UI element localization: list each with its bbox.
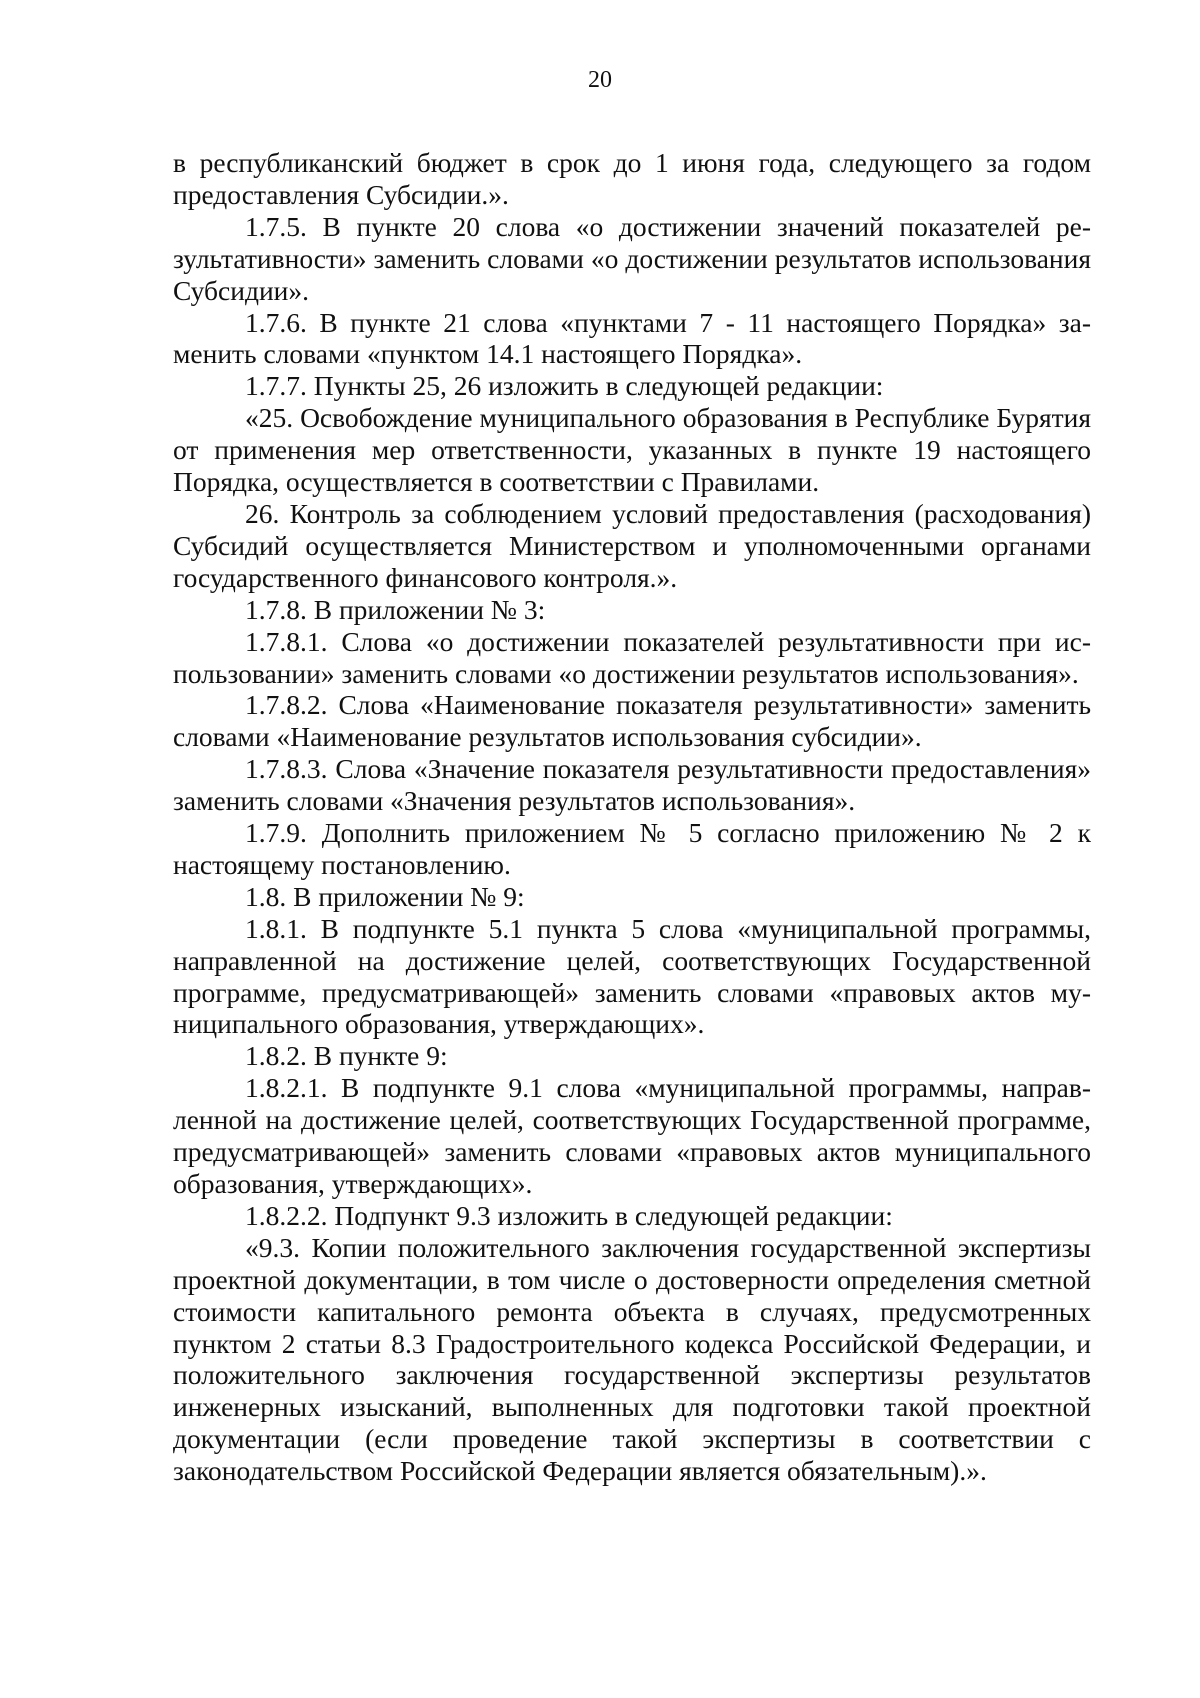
paragraph: 1.8. В приложении № 9: [245, 880, 525, 912]
page-number: 20 [588, 67, 612, 93]
paragraph: 1.7.8. В приложении № 3: [245, 593, 546, 625]
paragraph: «9.3. Копии положительного заключения государственной экспертизы проектной документации, в том числе о достоверности определения сметной стоимости капитального ремонта объекта в случаях, предусмотренных пунктом 2 статьи 8.3 Градостроительного кодекса Российской Федерации, и положительного заключения государственной экспертизы результатов инженерных изысканий, выполненных для подготовки такой проектной документации (если проведение такой экспертизы в соответствии с законодательством Российской Федерации является обязательным).». [173, 1231, 1091, 1487]
paragraph: 1.8.2.1. В подпункте 9.1 слова «муниципальной программы, направленной на достижение целей, соответствующих Государственной программе, предусматривающей» заменить словами «правовых актов муниципального образования, утверждающих». [173, 1072, 1091, 1199]
paragraph: 1.7.8.2. Слова «Наименование показателя результативности» заменить словами «Наименование результатов использования субсидии». [173, 689, 1091, 753]
paragraph: 1.7.5. В пункте 20 слова «о достижении значений показателей результативности» заменить словами «о достижении результатов использования Субсидии». [173, 210, 1091, 306]
paragraph: 1.7.8.3. Слова «Значение показателя результативности предоставления» заменить словами «Значения результатов использования». [173, 753, 1091, 817]
paragraph: «25. Освобождение муниципального образования в Республике Бурятия от применения мер ответственности, указанных в пункте 19 настоящего Порядка, осуществляется в соответствии с Правилами. [173, 402, 1091, 498]
paragraph: 26. Контроль за соблюдением условий предоставления (расходования) Субсидий осуществляется Министерством и уполномоченными органами государственного финансового контроля.». [173, 497, 1091, 593]
paragraph: 1.7.9. Дополнить приложением № 5 согласно приложению № 2 к настоящему постановлению. [173, 817, 1091, 880]
paragraph: 1.8.1. В подпункте 5.1 пункта 5 слова «муниципальной программы, направленной на достижение целей, соответствующих Государственной программе, предусматривающей» заменить словами «правовых актов муниципального образования, утверждающих». [173, 912, 1091, 1040]
paragraph: 1.7.6. В пункте 21 слова «пунктами 7 - 11 настоящего Порядка» заменить словами «пунктом 14.1 настоящего Порядка». [173, 306, 1091, 370]
paragraph: 1.7.7. Пункты 25, 26 изложить в следующей редакции: [245, 370, 884, 402]
paragraph: 1.8.2.2. Подпункт 9.3 изложить в следующей редакции: [245, 1199, 893, 1231]
paragraph: в республиканский бюджет в срок до 1 июня года, следующего за годом предоставления Субсидии.». [173, 147, 1091, 210]
document-body [173, 147, 1091, 1487]
paragraph: 1.7.8.1. Слова «о достижении показателей результативности при использовании» заменить словами «о достижении результатов использования». [173, 625, 1091, 689]
paragraph: 1.8.2. В пункте 9: [245, 1040, 448, 1072]
